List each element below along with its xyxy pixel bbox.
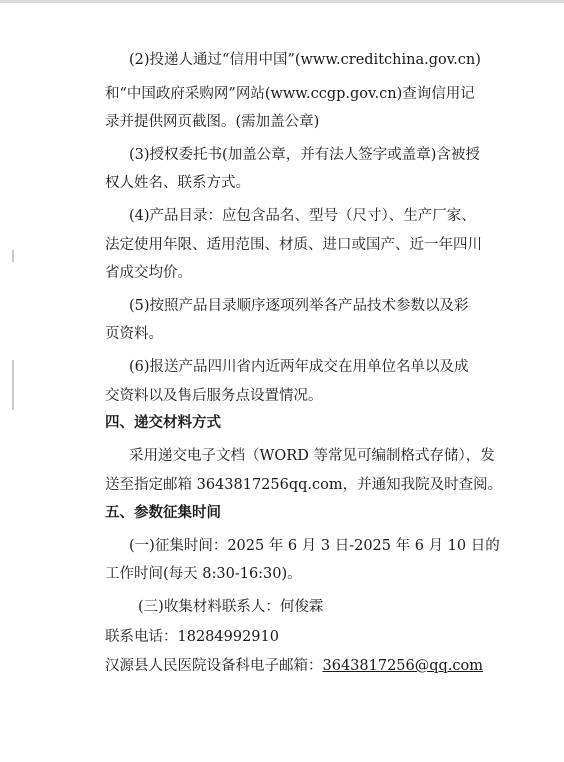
item-5-line-1: (5)按照产品目录顺序逐项列举各产品技术参数以及彩 [129, 298, 469, 314]
contact-phone: 联系电话：18284992910 [105, 629, 279, 645]
item-2-line-2: 和“中国政府采购网”网站(www.ccgp.gov.cn)查询信用记 [105, 86, 475, 102]
item-6-line-2: 交资料以及售后服务点设置情况。 [105, 388, 323, 404]
item-2-line-3: 录并提供网页截图。(需加盖公章) [105, 114, 320, 130]
item-2-line-1: (2)投递人通过“信用中国”(www.creditchina.gov.cn) [129, 52, 481, 68]
section-4-line-2: 送至指定邮箱 3643817256qq.com，并通知我院及时查阅。 [105, 477, 503, 493]
contact-person: (三)收集材料联系人：何俊霖 [138, 599, 324, 615]
page-top-border [0, 0, 564, 3]
item-6-line-1: (6)报送产品四川省内近两年成交在用单位名单以及成 [129, 359, 469, 375]
section-4-heading: 四、递交材料方式 [105, 415, 221, 431]
section-5-heading: 五、参数征集时间 [105, 505, 221, 521]
contact-email-link[interactable]: 3643817256@qq.com [322, 658, 484, 674]
scan-edge-mark [12, 360, 14, 410]
contact-email-label: 汉源县人民医院设备科电子邮箱： [105, 658, 323, 674]
item-4-line-3: 省成交均价。 [105, 265, 192, 281]
scan-edge-mark [12, 250, 14, 262]
collection-time-line-2: 工作时间(每天 8:30-16:30)。 [105, 566, 302, 582]
contact-email-line [105, 656, 484, 676]
item-5-line-2: 页资料。 [105, 326, 163, 342]
item-4-line-1: (4)产品目录：应包含品名、型号（尺寸）、生产厂家、 [129, 208, 476, 224]
item-3-line-2: 权人姓名、联系方式。 [105, 175, 250, 191]
collection-time-line-1: (一)征集时间：2025 年 6 月 3 日-2025 年 6 月 10 日的 [129, 538, 500, 554]
item-4-line-2: 法定使用年限、适用范围、材质、进口或国产、近一年四川 [105, 237, 482, 253]
item-3-line-1: (3)授权委托书(加盖公章，并有法人签字或盖章)含被授 [129, 147, 480, 163]
section-4-line-1: 采用递交电子文档（WORD 等常见可编制格式存储），发 [129, 448, 495, 464]
